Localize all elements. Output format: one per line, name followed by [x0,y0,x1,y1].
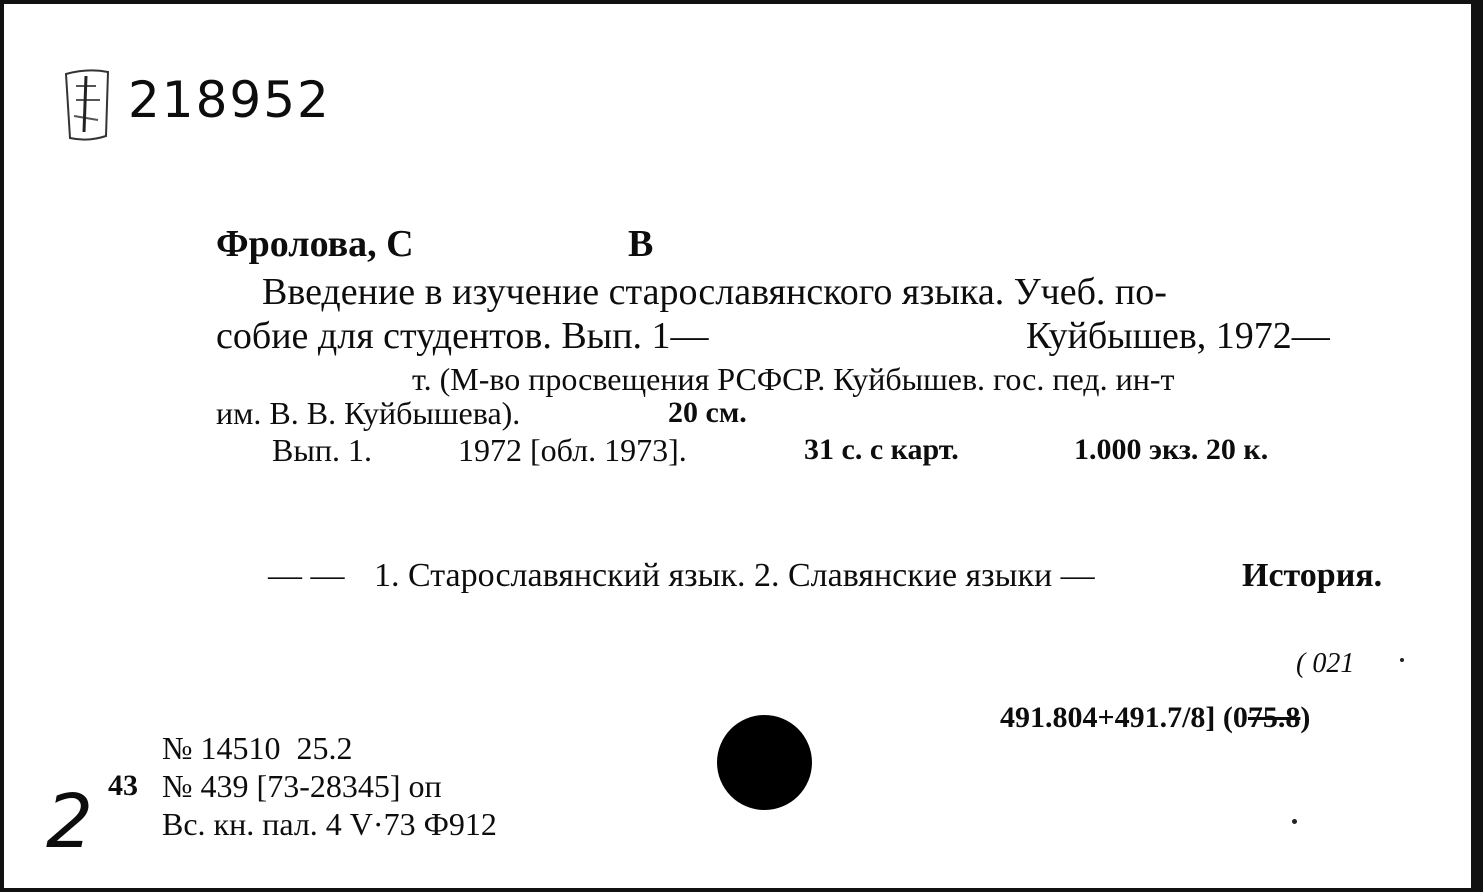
library-stamp-icon [58,66,120,146]
stray-dot [1292,819,1297,824]
title-line-2-left: собие для студентов. Вып. 1— [216,315,709,357]
issue-copies: 1.000 экз. 20 к. [1074,433,1269,466]
registry-line-3: Вс. кн. пал. 4 V·73 Ф912 [162,806,497,842]
classification-main: 491.804+491.7/8] (0 [1000,701,1248,734]
subjects-dash: — — [268,557,345,594]
punch-hole [717,715,812,810]
series-line-1: т. (М-во просвещения РСФСР. Куйбышев. гос. пед. ин-т [412,361,1175,397]
size: 20 см. [668,396,747,429]
handwritten-corner-mark: 2 [46,779,96,865]
issue-pages: 31 с. с карт. [804,433,959,466]
issue-volume: Вып. 1. [272,432,372,468]
registry-line-2: № 439 [73-28345] оп [162,768,442,804]
stray-dot [1400,658,1404,662]
author-initial: В [628,223,654,265]
accession-number: 218952 [128,71,331,129]
classification-end: ) [1300,701,1311,734]
registry-line-1: № 14510 25.2 [162,730,353,766]
classification-struck: 75.8 [1247,701,1301,734]
registry-line-2-prefix: 43 [108,769,138,802]
title-line-1: Введение в изучение старославянского языка. Учеб. по- [262,271,1167,313]
subjects-history: История. [1242,557,1383,594]
author-surname: Фролова, С [216,223,414,265]
title-line-2-right: Куйбышев, 1972— [1026,315,1330,357]
subjects-list: 1. Старославянский язык. 2. Славянские языки — [374,557,1095,594]
issue-year: 1972 [обл. 1973]. [458,432,687,468]
classification [1000,698,1310,738]
series-line-2: им. В. В. Куйбышева). [216,395,521,431]
handwritten-code: ( 021 [1296,648,1355,679]
